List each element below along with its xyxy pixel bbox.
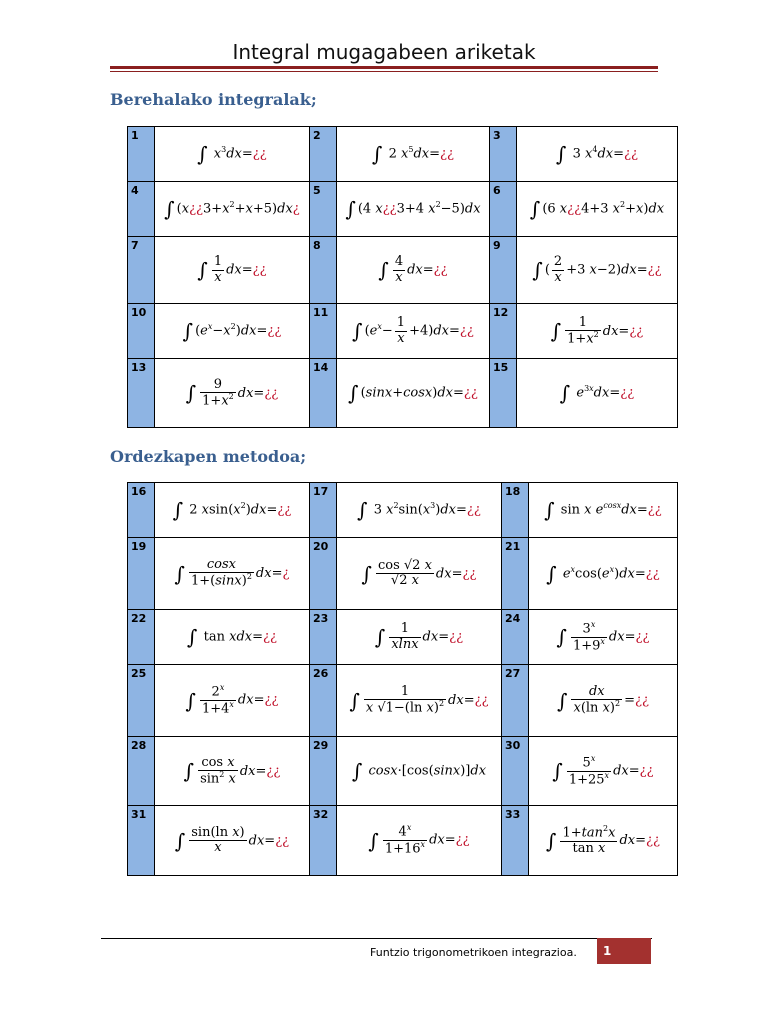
- exercise-number: 30: [502, 737, 529, 806]
- exercise-8: ∫ $\frac{4}{x}$ dx=¿¿: [337, 237, 490, 304]
- table-row: [128, 737, 678, 806]
- exercise-number: 28: [128, 737, 155, 806]
- table-row: [128, 538, 678, 610]
- table-row: [128, 359, 678, 428]
- exercise-1: ∫ $x^3dx=¿¿$: [155, 127, 310, 182]
- exercise-25: ∫ $\frac{2^x}{1+4^x}$ dx=¿¿: [155, 665, 310, 737]
- exercise-number: 17: [310, 483, 337, 538]
- exercise-number: 14: [310, 359, 337, 428]
- exercise-number: 12: [490, 304, 517, 359]
- exercise-number: 9: [490, 237, 517, 304]
- exercise-2: ∫ 2 $x^5dx=¿¿$: [337, 127, 490, 182]
- exercise-5: ∫ (4 x¿¿3+4 $x^2-5)dx$: [337, 182, 490, 237]
- exercise-number: 15: [490, 359, 517, 428]
- exercise-table-2: [127, 482, 678, 876]
- page-title: Integral mugagabeen ariketak: [232, 40, 536, 64]
- exercise-number: 11: [310, 304, 337, 359]
- table-row: [128, 665, 678, 737]
- exercise-12: ∫ $\frac{1}{1+x^2}$ dx=¿¿: [517, 304, 678, 359]
- exercise-number: 32: [310, 806, 337, 876]
- exercise-29: ∫ cosx·[cos(sinx)]dx: [337, 737, 502, 806]
- exercise-13: ∫ $\frac{9}{1+x^2}$ dx=¿¿: [155, 359, 310, 428]
- exercise-16: ∫ 2 $xsin(x^2)dx=¿¿$: [155, 483, 310, 538]
- table-row: [128, 806, 678, 876]
- exercise-number: 27: [502, 665, 529, 737]
- footer-text: Funtzio trigonometrikoen integrazioa.: [370, 946, 577, 959]
- exercise-number: 21: [502, 538, 529, 610]
- exercise-number: 4: [128, 182, 155, 237]
- exercise-15: ∫ $e^{3x}dx=¿¿$: [517, 359, 678, 428]
- exercise-number: 23: [310, 610, 337, 665]
- exercise-6: ∫ (6 x¿¿4+3 $x^2+x)dx$: [517, 182, 678, 237]
- table-row: [128, 237, 678, 304]
- exercise-number: 25: [128, 665, 155, 737]
- exercise-10: ∫ $(e^x-x^2)dx=¿¿$: [155, 304, 310, 359]
- exercise-22: ∫ tan xdx=¿¿: [155, 610, 310, 665]
- exercise-number: 5: [310, 182, 337, 237]
- table-row: [128, 127, 678, 182]
- table-row: [128, 304, 678, 359]
- exercise-number: 6: [490, 182, 517, 237]
- exercise-17: ∫ 3 $x^2\sin(x^3)dx=¿¿$: [337, 483, 502, 538]
- page-number: 1: [597, 938, 651, 964]
- table-row: [128, 483, 678, 538]
- exercise-21: ∫ $e^x\cos(e^x)dx=¿¿$: [529, 538, 678, 610]
- exercise-11: ∫ ($e^x-$ $\frac{1}{x}$ +4)dx=¿¿: [337, 304, 490, 359]
- exercise-number: 29: [310, 737, 337, 806]
- exercise-26: ∫ $\frac{1}{x √1-(\ln x)^2}$ dx=¿¿: [337, 665, 502, 737]
- exercise-number: 7: [128, 237, 155, 304]
- exercise-number: 33: [502, 806, 529, 876]
- exercise-number: 22: [128, 610, 155, 665]
- exercise-4: ∫ $(x¿¿3+x^2+x+5)dx¿$: [155, 182, 310, 237]
- footer-rule: [101, 938, 652, 939]
- exercise-number: 2: [310, 127, 337, 182]
- exercise-number: 26: [310, 665, 337, 737]
- exercise-number: 8: [310, 237, 337, 304]
- exercise-14: ∫ (sinx+cosx)dx=¿¿: [337, 359, 490, 428]
- exercise-24: ∫ $\frac{3^x}{1+9^x}$ dx=¿¿: [529, 610, 678, 665]
- table-row: [128, 182, 678, 237]
- header-rule-thin: [110, 71, 658, 72]
- exercise-number: 16: [128, 483, 155, 538]
- header-rule-thick: [110, 66, 658, 69]
- exercise-table-1: [127, 126, 678, 428]
- exercise-9: ∫ ( $\frac{2}{x}$ +3 x−2)dx=¿¿: [517, 237, 678, 304]
- section-title-immediate: Berehalako integralak;: [110, 90, 317, 109]
- exercise-31: ∫ $\frac{\text{sin(ln x)}}{x}$ dx=¿¿: [155, 806, 310, 876]
- exercise-number: 31: [128, 806, 155, 876]
- exercise-30: ∫ $\frac{5^x}{1+25^x}$ dx=¿¿: [529, 737, 678, 806]
- exercise-number: 18: [502, 483, 529, 538]
- exercise-18: ∫ sin x $e^{cosx}dx=¿¿$: [529, 483, 678, 538]
- exercise-number: 20: [310, 538, 337, 610]
- exercise-number: 1: [128, 127, 155, 182]
- exercise-19: ∫ $\frac{\cos x}{1+(\sin x)^2}$ dx=¿: [155, 538, 310, 610]
- exercise-28: ∫ $\frac{\text{cos x}}{\sin^2 x}$ dx=¿¿: [155, 737, 310, 806]
- exercise-23: ∫ $\frac{1}{xlnx}$ dx=¿¿: [337, 610, 502, 665]
- exercise-33: ∫ $\frac{1+\tan^2x}{\text{tan x}}$ dx=¿¿: [529, 806, 678, 876]
- exercise-7: ∫ $\frac{1}{x}$ dx=¿¿: [155, 237, 310, 304]
- exercise-27: ∫ $\frac{dx}{x(\ln x)^2}$ =¿¿: [529, 665, 678, 737]
- section-title-substitution: Ordezkapen metodoa;: [110, 447, 307, 466]
- exercise-number: 3: [490, 127, 517, 182]
- exercise-number: 19: [128, 538, 155, 610]
- exercise-number: 10: [128, 304, 155, 359]
- exercise-20: ∫ $\frac{\cos √2 x}{√2 x}$ dx=¿¿: [337, 538, 502, 610]
- table-row: [128, 610, 678, 665]
- exercise-number: 24: [502, 610, 529, 665]
- exercise-32: ∫ $\frac{4^x}{1+16^x}$ dx=¿¿: [337, 806, 502, 876]
- exercise-number: 13: [128, 359, 155, 428]
- exercise-3: ∫ 3 $x^4dx=¿¿$: [517, 127, 678, 182]
